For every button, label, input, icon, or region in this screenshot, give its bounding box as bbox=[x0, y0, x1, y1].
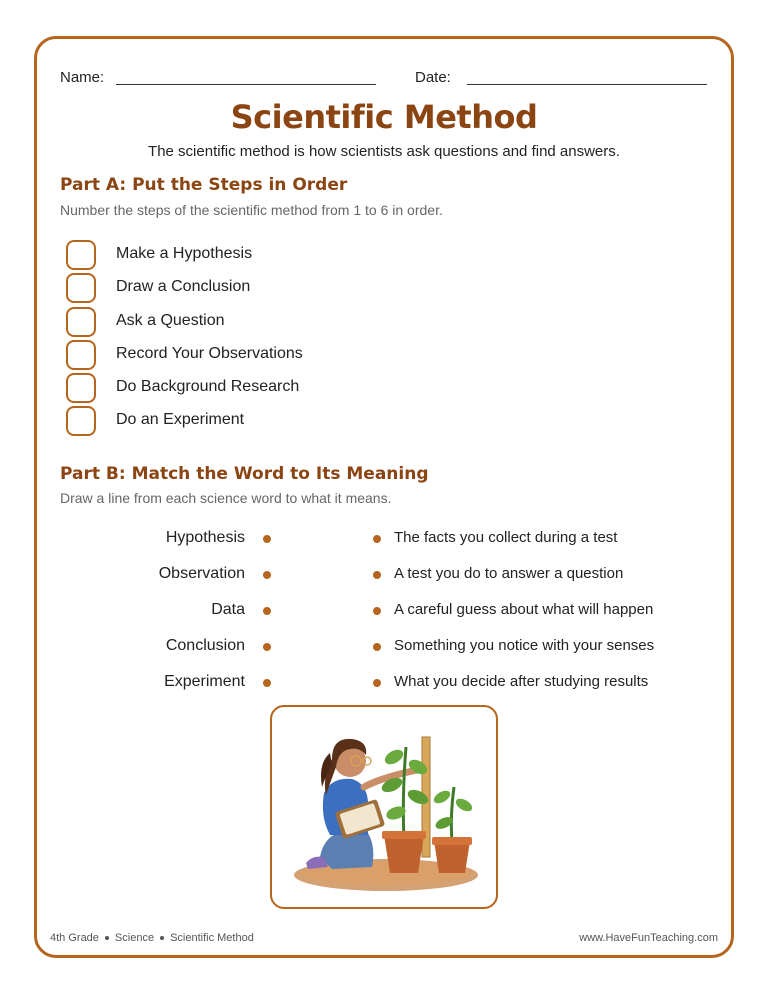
match-row bbox=[0, 601, 768, 625]
match-word: Data bbox=[211, 601, 245, 618]
footer-breadcrumb bbox=[50, 932, 254, 944]
match-row bbox=[0, 529, 768, 553]
part-b-instructions: Draw a line from each science word to what it means. bbox=[60, 490, 392, 506]
step-label: Do Background Research bbox=[116, 378, 300, 396]
step-label: Ask a Question bbox=[116, 311, 225, 329]
step-label: Do an Experiment bbox=[116, 411, 245, 429]
date-line[interactable] bbox=[467, 84, 707, 85]
step-number-box[interactable] bbox=[66, 240, 96, 270]
match-word: Hypothesis bbox=[165, 529, 245, 546]
part-a-heading: Part A: Put the Steps in Order bbox=[60, 175, 348, 195]
meaning-dot[interactable] bbox=[373, 571, 381, 579]
part-b-heading: Part B: Match the Word to Its Meaning bbox=[60, 464, 429, 484]
page-subtitle: The scientific method is how scientists ask questions and find answers. bbox=[148, 143, 620, 160]
step-number-box[interactable] bbox=[66, 406, 96, 436]
name-label: Name: bbox=[60, 69, 105, 86]
step-label: Record Your Observations bbox=[116, 344, 303, 362]
part-a-instructions: Number the steps of the scientific method from 1 to 6 in order. bbox=[60, 202, 443, 218]
name-line[interactable] bbox=[116, 84, 376, 85]
match-meaning: What you decide after studying results bbox=[394, 673, 649, 690]
match-row bbox=[0, 565, 768, 589]
step-number-box[interactable] bbox=[66, 307, 96, 337]
match-meaning: A careful guess about what will happen bbox=[394, 601, 654, 618]
step-number-box[interactable] bbox=[66, 273, 96, 303]
word-dot[interactable] bbox=[263, 607, 271, 615]
footer-subject: Science bbox=[114, 932, 155, 944]
match-word: Observation bbox=[158, 565, 245, 582]
illustration-frame bbox=[270, 705, 498, 909]
girl-measuring-plants-illustration bbox=[272, 707, 498, 909]
date-label: Date: bbox=[415, 69, 451, 86]
match-meaning: The facts you collect during a test bbox=[394, 529, 618, 546]
word-dot[interactable] bbox=[263, 571, 271, 579]
match-meaning: A test you do to answer a question bbox=[394, 565, 624, 582]
meaning-dot[interactable] bbox=[373, 643, 381, 651]
meaning-dot[interactable] bbox=[373, 535, 381, 543]
match-word: Experiment bbox=[164, 673, 245, 690]
footer-website[interactable]: www.HaveFunTeaching.com bbox=[579, 932, 718, 944]
meaning-dot[interactable] bbox=[373, 679, 381, 687]
footer-grade: 4th Grade bbox=[50, 932, 99, 944]
word-dot[interactable] bbox=[263, 643, 271, 651]
match-meaning: Something you notice with your senses bbox=[394, 637, 655, 654]
separator-dot-icon bbox=[160, 936, 164, 940]
word-dot[interactable] bbox=[263, 535, 271, 543]
step-label: Draw a Conclusion bbox=[116, 278, 251, 296]
step-label: Make a Hypothesis bbox=[116, 245, 253, 262]
match-row bbox=[0, 673, 768, 697]
footer-topic: Scientific Method bbox=[170, 932, 254, 944]
step-number-box[interactable] bbox=[66, 340, 96, 370]
step-number-box[interactable] bbox=[66, 373, 96, 403]
match-word: Conclusion bbox=[165, 637, 245, 654]
word-dot[interactable] bbox=[263, 679, 271, 687]
separator-dot-icon bbox=[105, 936, 109, 940]
meaning-dot[interactable] bbox=[373, 607, 381, 615]
page-title: Scientific Method bbox=[230, 98, 538, 136]
match-row bbox=[0, 637, 768, 661]
